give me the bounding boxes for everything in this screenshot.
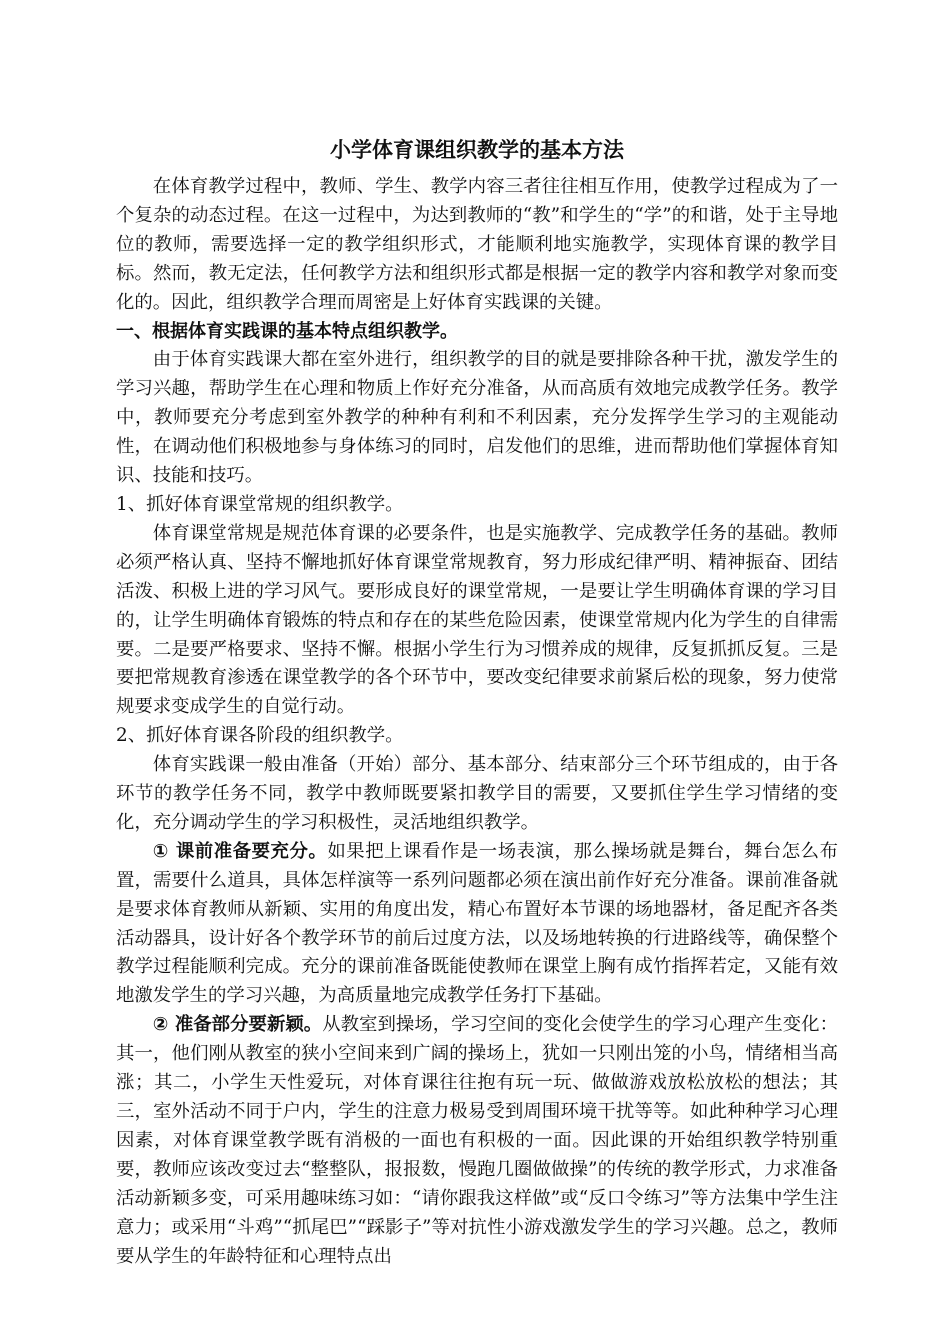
item-2-lead: ② 准备部分要新颖。	[152, 1014, 323, 1036]
item-2-body: 从教室到操场，学习空间的变化会使学生的学习心理产生变化：其一，他们刚从教室的狭小空间来到广阔的操场上，犹如一只刚出笼的小鸟，情绪相当高涨；其二，小学生天性爱玩，对体育课往往抱有玩一玩、做做游戏放松放松的想法；其三，室外活动不同于户内，学生的注意力极易受到周围环境干扰等等。如此种种学习心理因素，对体育课堂教学既有消极的一面也有积极的一面。因此课的开始组织教学特别重要，教师应该改变过去“整整队，报报数，慢跑几圈做做操”的传统的教学形式，力求准备活动新颖多变，可采用趣味练习如：“请你跟我这样做”或“反口令练习”等方法集中学生注意力；或采用“斗鸡”“抓尾巴”“踩影子”等对抗性小游戏激发学生的学习兴趣。总之，教师要从学生的年龄特征和心理特点出	[116, 1014, 838, 1267]
subsection-2-paragraph: 体育实践课一般由准备（开始）部分、基本部分、结束部分三个环节组成的，由于各环节的教学任务不同，教学中教师既要紧扣教学目的需要，又要抓住学生学习情绪的变化，充分调动学生的学习积极性，灵活地组织教学。	[116, 754, 838, 833]
item-1-body: 如果把上课看作是一场表演，那么操场就是舞台，舞台怎么布置，需要什么道具，具体怎样演等一系列问题都必须在演出前作好充分准备。课前准备就是要求体育教师从新颖、实用的角度出发，精心布置好本节课的场地器材，备足配齐各类活动器具，设计好各个教学环节的前后过度方法，以及场地转换的行进路线等，确保整个教学过程能顺利完成。充分的课前准备既能使教师在课堂上胸有成竹指挥若定，又能有效地激发学生的学习兴趣，为高质量地完成教学任务打下基础。	[116, 840, 838, 1007]
section-heading-1: 一、根据体育实践课的基本特点组织教学。	[116, 320, 458, 342]
document-title: 小学体育课组织教学的基本方法	[330, 138, 624, 162]
item-2-paragraph	[116, 1011, 838, 1271]
intro-paragraph: 在体育教学过程中，教师、学生、教学内容三者往往相互作用，使教学过程成为了一个复杂的动态过程。在这一过程中，为达到教师的“教”和学生的“学”的和谐，处于主导地位的教师，需要选择一定的教学组织形式，才能顺利地实施教学，实现体育课的教学目标。然而，教无定法，任何教学方法和组织形式都是根据一定的教学内容和教学对象而变化的。因此，组织教学合理而周密是上好体育实践课的关键。	[116, 176, 838, 313]
subsection-heading-1: 1、抓好体育课堂常规的组织教学。	[116, 493, 404, 515]
document-page	[116, 133, 838, 1271]
section-1-paragraph: 由于体育实践课大都在室外进行，组织教学的目的就是要排除各种干扰，激发学生的学习兴趣，帮助学生在心理和物质上作好充分准备，从而高质有效地完成教学任务。教学中，教师要充分考虑到室外教学的种种有利和不利因素，充分发挥学生学习的主观能动性，在调动他们积极地参与身体练习的同时，启发他们的思维，进而帮助他们掌握体育知识、技能和技巧。	[116, 349, 838, 487]
subsection-heading-2: 2、抓好体育课各阶段的组织教学。	[116, 725, 404, 747]
item-1-paragraph	[116, 838, 838, 1011]
subsection-1-paragraph: 体育课堂常规是规范体育课的必要条件，也是实施教学、完成教学任务的基础。教师必须严格认真、坚持不懈地抓好体育课堂常规教育，努力形成纪律严明、精神振奋、团结活泼、积极上进的学习风气。要形成良好的课堂常规，一是要让学生明确体育课的学习目的，让学生明确体育锻炼的特点和存在的某些危险因素，使课堂常规内化为学生的自律需要。二是要严格要求、坚持不懈。根据小学生行为习惯养成的规律，反复抓抓反复。三是要把常规教育渗透在课堂教学的各个环节中，要改变纪律要求前紧后松的现象，努力使常规要求变成学生的自觉行动。	[116, 522, 838, 718]
item-1-lead: ① 课前准备要充分。	[152, 840, 328, 862]
